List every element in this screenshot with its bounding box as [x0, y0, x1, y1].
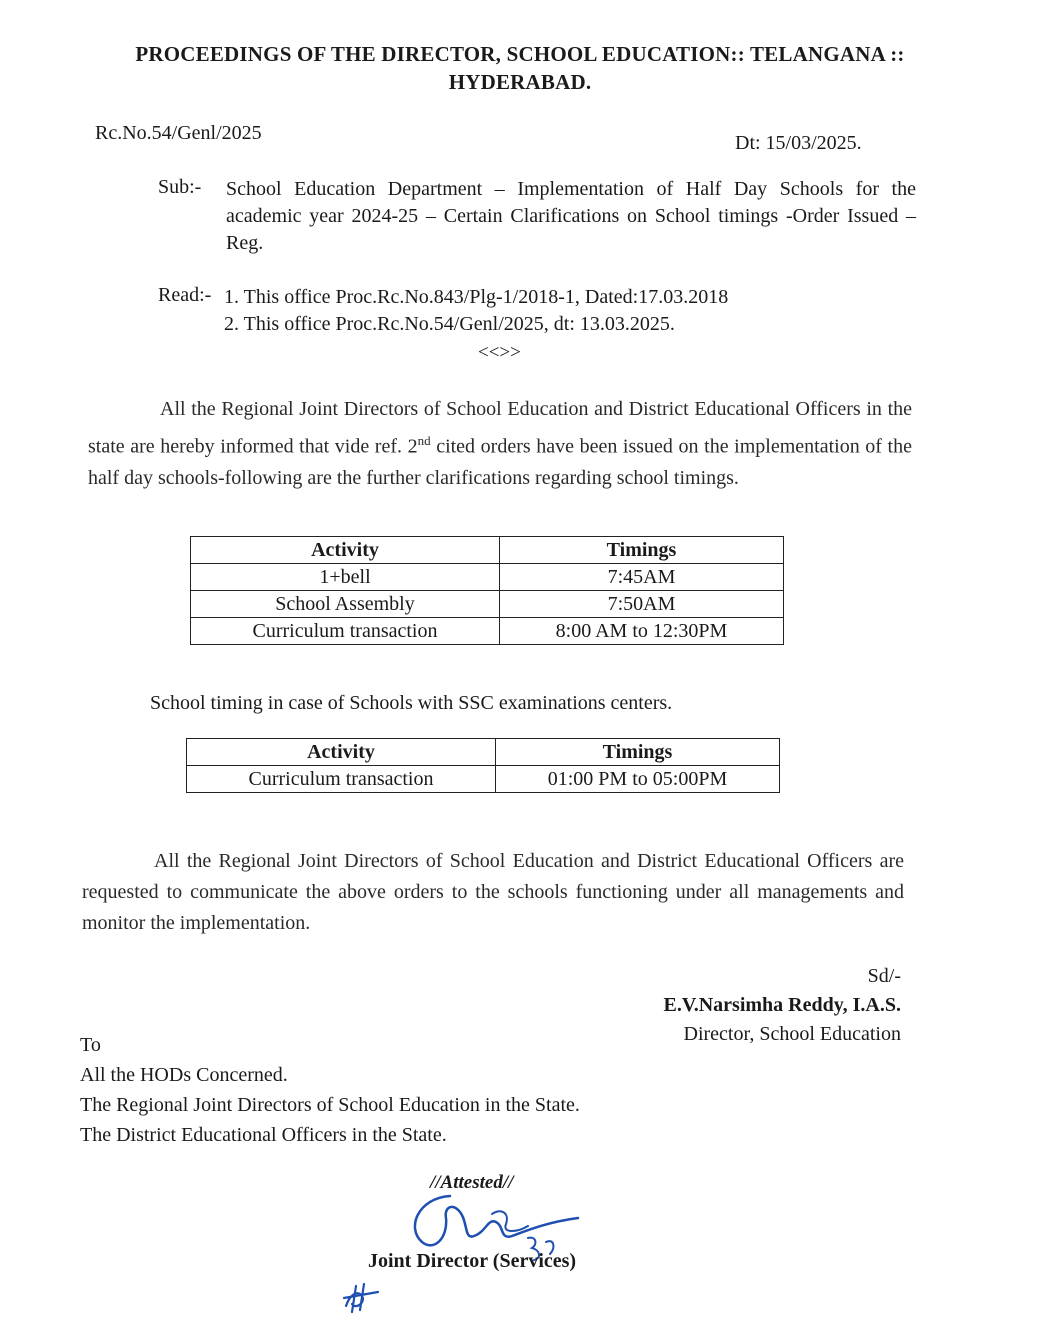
director-signature-block: [664, 962, 901, 1049]
sd-mark: Sd/-: [867, 965, 901, 987]
header-timings: Timings: [496, 739, 780, 766]
table-row: [191, 564, 784, 591]
closing-text: All the Regional Joint Directors of School Education and District Educational Officers are requested to communicate the above orders to the schools functioning under all managements and monitor the implementation.: [82, 850, 904, 934]
recipient-line: All the HODs Concerned.: [80, 1064, 288, 1086]
recipients-block: [80, 1030, 580, 1150]
document-date: Dt: 15/03/2025.: [735, 132, 862, 154]
attesting-officer-designation: Joint Director (Services): [368, 1250, 577, 1272]
header-timings: Timings: [500, 537, 784, 564]
ssc-caption: School timing in case of Schools with SSC examinations centers.: [150, 692, 673, 714]
activity-cell: 1+bell: [191, 564, 500, 591]
activity-cell: School Assembly: [191, 591, 500, 618]
activity-cell: Curriculum transaction: [191, 618, 500, 645]
header-activity: Activity: [191, 537, 500, 564]
subject-text: School Education Department – Implementation of Half Day Schools for the academic year 2024-25 – Certain Clarifications on School timings -Order Issued – Reg.: [226, 178, 916, 254]
closing-paragraph: [82, 846, 904, 939]
intro-paragraph: [88, 394, 912, 494]
ssc-timings-table: [186, 738, 780, 793]
table-row: [191, 618, 784, 645]
intro-text-part2: cited orders have been issued on the implementation of the half day schools-following are the further clarifications regarding school timings.: [88, 435, 912, 489]
intro-superscript: nd: [417, 433, 431, 448]
section-separator: <<>>: [478, 342, 521, 363]
read-item-2: 2. This office Proc.Rc.No.54/Genl/2025, dt: 13.03.2025.: [224, 313, 675, 335]
initials-mark-icon: [338, 1276, 386, 1316]
attested-label: //Attested//: [430, 1172, 514, 1193]
read-item-1: 1. This office Proc.Rc.No.843/Plg-1/2018-1, Dated:17.03.2018: [224, 286, 729, 308]
recipient-line: The Regional Joint Directors of School Education in the State.: [80, 1094, 580, 1116]
school-timings-table: [190, 536, 784, 645]
read-label: Read:-: [158, 284, 212, 306]
table-header-row: [187, 739, 780, 766]
timing-cell: 7:45AM: [500, 564, 784, 591]
title-line-2: HYDERABAD.: [448, 70, 592, 94]
document-title: [80, 40, 960, 96]
timing-cell: 01:00 PM to 05:00PM: [496, 766, 780, 793]
table-row: [191, 591, 784, 618]
timing-cell: 8:00 AM to 12:30PM: [500, 618, 784, 645]
attestation-block: [368, 1170, 618, 1310]
director-designation: Director, School Education: [683, 1023, 901, 1045]
table-header-row: [191, 537, 784, 564]
table-row: [187, 766, 780, 793]
rc-number: Rc.No.54/Genl/2025: [95, 122, 262, 144]
recipient-line: The District Educational Officers in the State.: [80, 1124, 447, 1146]
subject-label: Sub:-: [158, 176, 202, 198]
activity-cell: Curriculum transaction: [187, 766, 496, 793]
title-line-1: PROCEEDINGS OF THE DIRECTOR, SCHOOL EDUCATION:: TELANGANA ::: [135, 42, 905, 66]
intro-text-part1: All the Regional Joint Directors of School Education and District Educational Officers in the state are hereby informed that vide ref. 2: [88, 398, 912, 458]
header-activity: Activity: [187, 739, 496, 766]
director-name: E.V.Narsimha Reddy, I.A.S.: [663, 994, 901, 1016]
to-label: To: [80, 1034, 101, 1056]
timing-cell: 7:50AM: [500, 591, 784, 618]
